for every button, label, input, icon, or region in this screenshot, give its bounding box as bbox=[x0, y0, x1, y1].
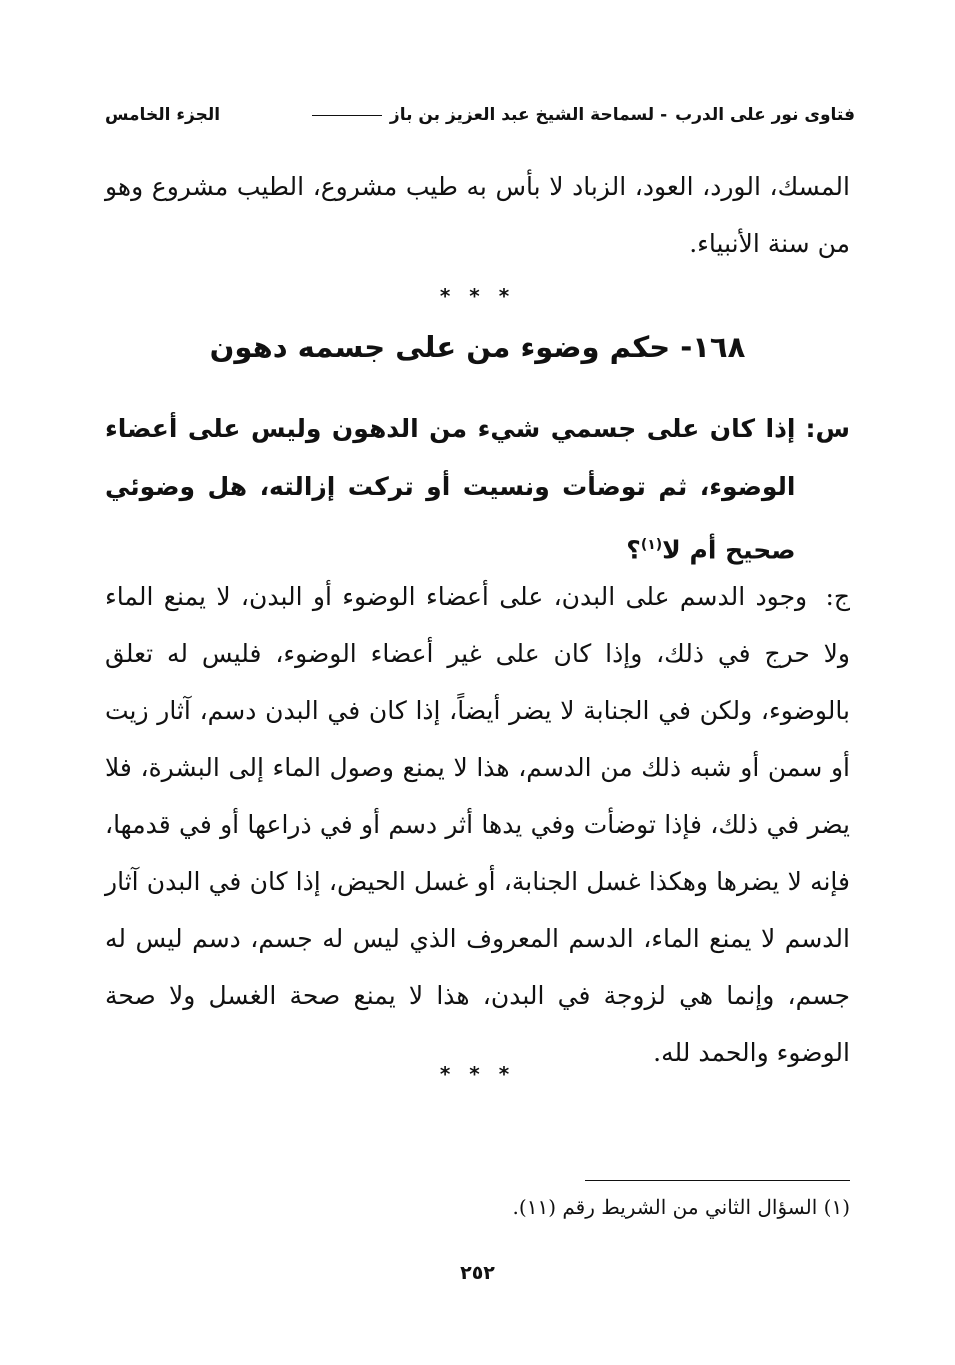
answer-text: وجود الدسم على البدن، على أعضاء الوضوء أو البدن، لا يمنع الماء ولا حرج في ذلك، وإذا كان على غير أعضاء الوضوء، فليس له تعلق بالوضوء، ولكن في الجنابة لا يضر أيضاً، إذا كان في البدن دسم، آثار زيت أو سمن أو شبه ذلك من الدسم، هذا لا يمنع وصول الماء إلى البشرة، فلا يضر في ذلك، فإذا توضأت وفي يدها أثر دسم أو في ذراعها أو في قدمها، فإنه لا يضرها وهكذا غسل الجنابة، أو غسل الحيض، إذا كان في البدن آثار الدسم لا يمنع الماء، الدسم المعروف الذي ليس له جسم، دسم ليس له جسم، وإنما هي لزوجة في البدن، هذا لا يمنع صحة الغسل ولا صحة الوضوء والحمد لله. bbox=[105, 582, 850, 1067]
footnote-reference[interactable]: (١) bbox=[640, 537, 663, 553]
question-label: س: bbox=[805, 414, 850, 443]
header-book-title: فتاوى نور على الدرب bbox=[675, 105, 855, 125]
answer-block bbox=[105, 568, 850, 1081]
page-number: ٢٥٢ bbox=[460, 1262, 495, 1284]
question-block bbox=[105, 400, 850, 579]
footnote: (١) السؤال الثاني من الشريط رقم (١١). bbox=[512, 1195, 850, 1219]
separator-stars-end: * * * bbox=[439, 1062, 516, 1086]
header-dash-line bbox=[312, 115, 382, 116]
question-text: إذا كان على جسمي شيء من الدهون وليس على أعضاء الوضوء، ثم توضأت ونسيت أو تركت إزالته، هل وضوئي صحيح أم لا bbox=[105, 414, 796, 565]
separator-stars: * * * bbox=[439, 284, 516, 308]
header-volume: الجزء الخامس bbox=[105, 105, 221, 125]
question-text-wrapper bbox=[105, 400, 796, 579]
intro-paragraph: المسك، الورد، العود، الزباد لا بأس به طيب مشروع، الطيب مشروع وهو من سنة الأنبياء. bbox=[105, 172, 850, 258]
section-title: ١٦٨- حكم وضوء من على جسمه دهون bbox=[209, 330, 746, 364]
running-header bbox=[105, 100, 855, 130]
question-end-mark: ؟ bbox=[626, 535, 641, 565]
header-book-info bbox=[312, 105, 855, 125]
header-author: - لسماحة الشيخ عبد العزيز بن باز bbox=[389, 105, 668, 125]
footnote-divider bbox=[585, 1180, 850, 1181]
answer-label: ج: bbox=[825, 582, 851, 611]
